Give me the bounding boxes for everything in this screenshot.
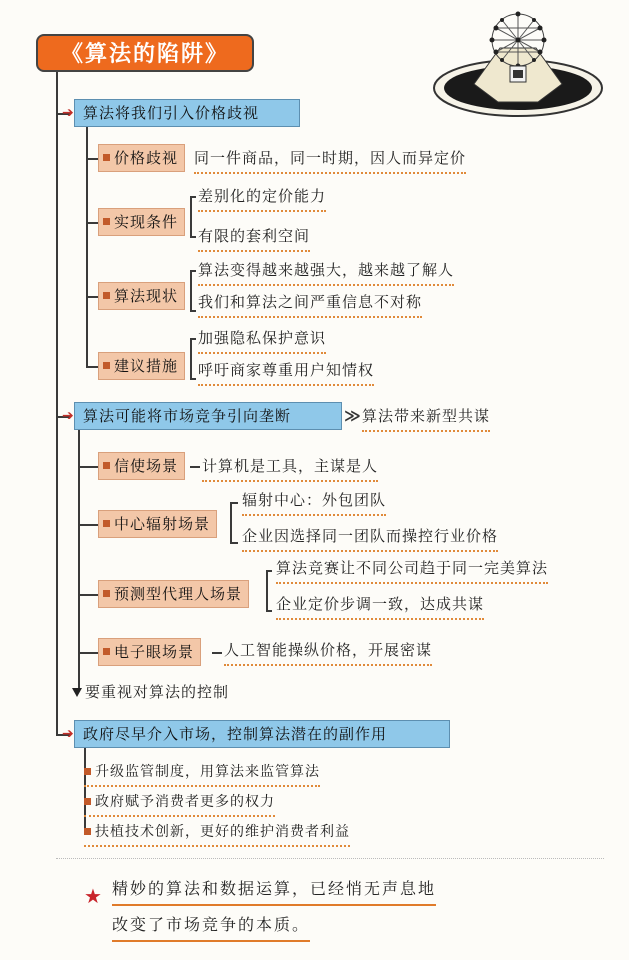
sub-branch-line [190,270,196,272]
leaf-text: 我们和算法之间严重信息不对称 [198,292,422,318]
sub-branch-line [212,652,222,654]
algorithm-brain-logo [430,8,605,120]
sub-branch-line [190,270,192,310]
bullet-text: 政府赋予消费者更多的权力 [95,794,275,810]
branch-line [86,366,98,368]
branch-line [78,466,98,468]
chevron-right-icon: ≫ [344,406,362,425]
bullet-item [84,762,320,787]
main-trunk-line [56,72,58,734]
leaf-text: 算法竞赛让不同公司趋于同一完美算法 [276,558,548,584]
bullet-square-icon [84,798,91,805]
sub-branch-line [190,378,196,380]
leaf-text: 差别化的定价能力 [198,186,326,212]
star-icon: ★ [84,884,102,908]
leaf-text: 加强隐私保护意识 [198,328,326,354]
triangle-down-icon [72,688,82,697]
sub-branch-line [266,610,272,612]
sub-branch-line [190,310,196,312]
leaf-text: 呼吁商家尊重用户知情权 [198,360,374,386]
item-suggestions: 建议措施 [98,352,185,380]
sub-branch-line [190,196,196,198]
branch-line [86,222,98,224]
sub-branch-line [230,502,238,504]
bullet-text: 升级监管制度，用算法来监管算法 [95,764,320,780]
bullet-text: 扶植技术创新，更好的维护消费者利益 [95,824,350,840]
sub-branch-line [190,338,196,340]
divider [56,858,604,859]
sub-branch-line [190,466,200,468]
item-conditions: 实现条件 [98,208,185,236]
sub-branch-line [266,570,272,572]
sub-branch-line [230,542,238,544]
sub-branch-line [190,236,196,238]
leaf-text: 算法变得越来越强大，越来越了解人 [198,260,454,286]
summary-line-2: 改变了市场竞争的本质。 [112,914,310,942]
bullet-item [84,822,350,847]
section-3-heading: 政府尽早介入市场，控制算法潜在的副作用 [74,720,450,748]
leaf-text: 人工智能操纵价格，开展密谋 [224,640,432,666]
sub-branch-line [266,570,268,610]
item-messenger: 信使场景 [98,452,185,480]
section-1-heading: 算法将我们引入价格歧视 [74,99,300,127]
branch-line [78,652,98,654]
arrow-icon: ➔ [62,105,74,121]
leaf-text: 计算机是工具，主谋是人 [202,456,378,482]
branch-line [86,296,98,298]
sub-branch-line [190,196,192,236]
section-2-heading: 算法可能将市场竞争引向垄断 [74,402,342,430]
leaf-text: 企业因选择同一团队而操控行业价格 [242,526,498,552]
branch-line [78,594,98,596]
branch-line [78,524,98,526]
item-digital-eye: 电子眼场景 [98,638,201,666]
conclusion-text: 要重视对算法的控制 [85,683,230,701]
leaf-text: 有限的套利空间 [198,226,310,252]
bullet-square-icon [84,768,91,775]
item-status: 算法现状 [98,282,185,310]
section-3-line [84,748,86,832]
bullet-item [84,792,275,817]
sub-branch-line [230,502,232,542]
section-1-line [86,127,88,367]
sub-branch-line [190,338,192,378]
item-hub-spoke: 中心辐射场景 [98,510,217,538]
summary-line-1: 精妙的算法和数据运算，已经悄无声息地 [112,878,436,906]
leaf-text: 同一件商品，同一时期，因人而异定价 [194,148,466,174]
leaf-text: 企业定价步调一致，达成共谋 [276,594,484,620]
item-predictive-agent: 预测型代理人场景 [98,580,249,608]
bullet-square-icon [84,828,91,835]
conclusion [72,682,229,702]
section-2-line [78,430,80,688]
side-note: 算法带来新型共谋 [362,406,490,432]
page-title: 《算法的陷阱》 [36,34,254,72]
arrow-icon: ➔ [62,408,74,424]
leaf-text: 辐射中心：外包团队 [242,490,386,516]
arrow-icon: ➔ [62,726,74,742]
branch-line [86,158,98,160]
item-price-discrimination: 价格歧视 [98,144,185,172]
